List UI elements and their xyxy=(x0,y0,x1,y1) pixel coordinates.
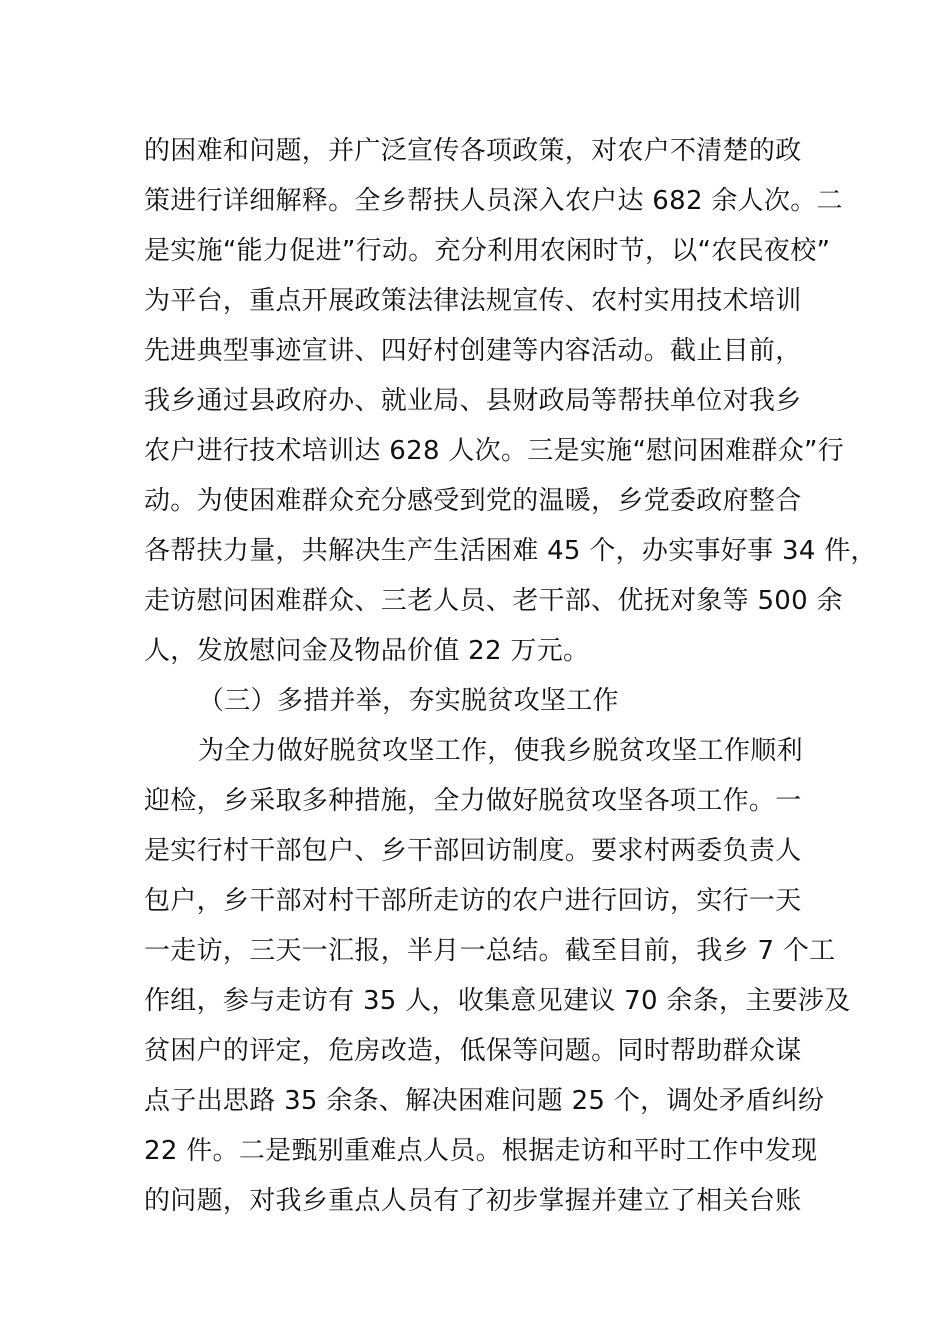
paragraph-line: 动。为使困难群众充分感受到党的温暖，乡党委政府整合 xyxy=(144,486,802,516)
paragraph-line: 的困难和问题，并广泛宣传各项政策，对农户不清楚的政 xyxy=(144,136,802,166)
paragraph-line: 作组，参与走访有 35 人，收集意见建议 70 余条，主要涉及 xyxy=(144,986,851,1016)
paragraph-line: 走访慰问困难群众、三老人员、老干部、优抚对象等 500 余 xyxy=(144,586,843,616)
paragraph-line: 包户，乡干部对村干部所走访的农户进行回访，实行一天 xyxy=(144,886,802,916)
paragraph-line: 是实施“能力促进”行动。充分利用农闲时节，以“农民夜校” xyxy=(144,236,831,266)
paragraph-line: 是实行村干部包户、乡干部回访制度。要求村两委负责人 xyxy=(144,836,802,866)
paragraph-line: 我乡通过县政府办、就业局、县财政局等帮扶单位对我乡 xyxy=(144,386,802,416)
paragraph-line: 各帮扶力量，共解决生产生活困难 45 个，办实事好事 34 件， xyxy=(144,536,877,566)
paragraph-line: 贫困户的评定，危房改造，低保等问题。同时帮助群众谋 xyxy=(144,1036,802,1066)
paragraph-line: 22 件。二是甄别重难点人员。根据走访和平时工作中发现 xyxy=(144,1136,818,1166)
paragraph-line: 为平台，重点开展政策法律法规宣传、农村实用技术培训 xyxy=(144,286,802,316)
paragraph-line: 一走访，三天一汇报，半月一总结。截至目前，我乡 7 个工 xyxy=(144,936,836,966)
paragraph-line: 为全力做好脱贫攻坚工作，使我乡脱贫攻坚工作顺利 xyxy=(198,736,803,766)
paragraph-line: 人，发放慰问金及物品价值 22 万元。 xyxy=(144,636,590,666)
paragraph-line: 迎检，乡采取多种措施，全力做好脱贫攻坚各项工作。一 xyxy=(144,786,802,816)
paragraph-line: 策进行详细解释。全乡帮扶人员深入农户达 682 余人次。二 xyxy=(144,186,843,216)
paragraph-line: 点子出思路 35 余条、解决困难问题 25 个，调处矛盾纠纷 xyxy=(144,1086,825,1116)
section-heading: （三）多措并举，夯实脱贫攻坚工作 xyxy=(198,686,619,716)
document-body xyxy=(144,126,877,1226)
paragraph-line: 农户进行技术培训达 628 人次。三是实施“慰问困难群众”行 xyxy=(144,436,845,466)
paragraph-line: 的问题，对我乡重点人员有了初步掌握并建立了相关台账 xyxy=(144,1186,802,1216)
paragraph-line: 先进典型事迹宣讲、四好村创建等内容活动。截止目前， xyxy=(144,336,802,366)
